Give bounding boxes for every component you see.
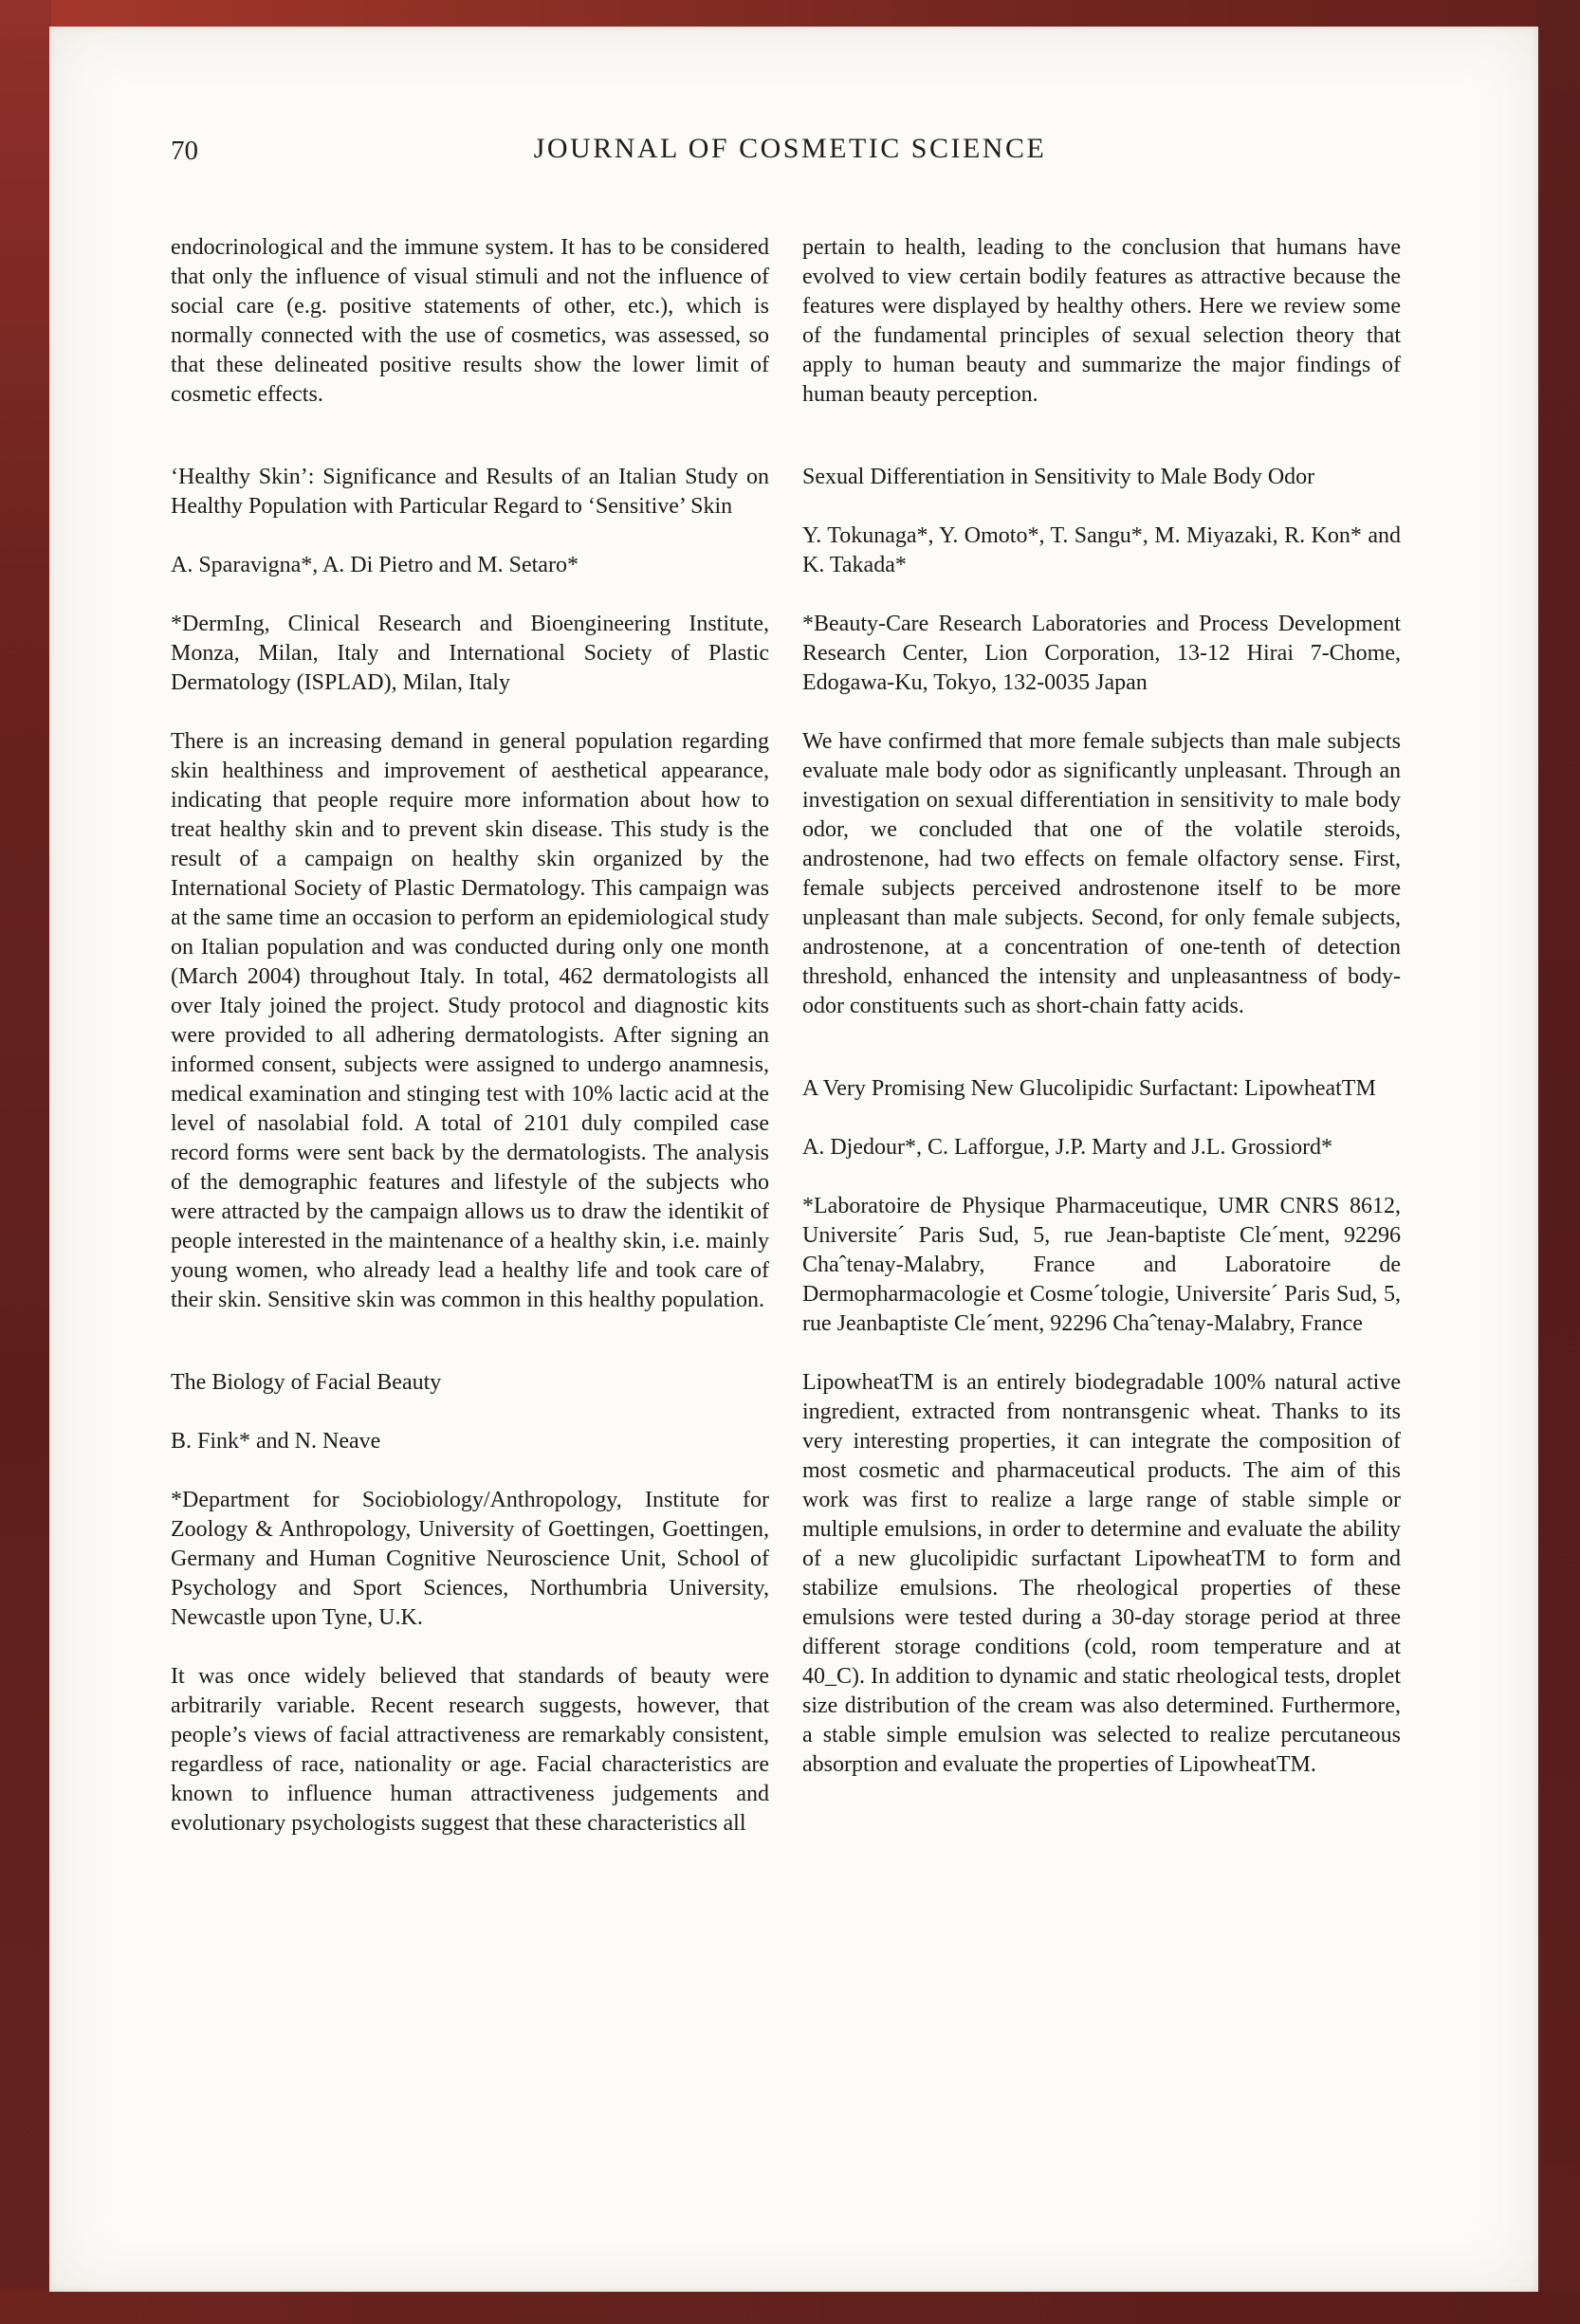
book-edge-right bbox=[1536, 0, 1580, 2324]
article-abstract-healthy-skin: There is an increasing demand in general population regarding skin healthiness and improvement of aesthetical appearance, indicating that people require more information about how to treat healthy skin and to prevent skin disease. This study is the result of a campaign on healthy skin organized by the International Society of Plastic Dermatology. This campaign was at the same time an occasion to perform an epidemiological study on Italian population and was conducted during only one month (March 2004) throughout Italy. In total, 462 dermatologists all over Italy joined the project. Study protocol and diagnostic kits were provided to all adhering dermatologists. After signing an informed consent, subjects were assigned to undergo anamnesis, medical examination and stinging test with 10% lactic acid at the level of nasolabial fold. A total of 2101 duly compiled case record forms were sent back by the dermatologists. The analysis of the demographic features and lifestyle of the subjects who were attracted by the campaign allows us to draw the identikit of people interested in the maintenance of a healthy skin, i.e. mainly young women, who already lead a healthy life and took care of their skin. Sensitive skin was common in this healthy population. bbox=[171, 729, 769, 1312]
article-affiliation-male-body-odor: *Beauty-Care Research Laboratories and Process Development Research Center, Lion Corporation, 13-12 Hirai 7-Chome, Edogawa-Ku, Tokyo, 132-0035 Japan bbox=[802, 612, 1401, 695]
right-column bbox=[802, 233, 1401, 1868]
article-affiliation-healthy-skin: *DermIng, Clinical Research and Bioengineering Institute, Monza, Milan, Italy and International Society of Plastic Dermatology (ISPLAD), Milan, Italy bbox=[171, 612, 769, 695]
article-affiliation-facial-beauty: *Department for Sociobiology/Anthropology, Institute for Zoology & Anthropology, University of Goettingen, Goettingen, Germany and Human Cognitive Neuroscience Unit, School of Psychology and Sport Sciences, Northumbria University, Newcastle upon Tyne, U.K. bbox=[171, 1488, 769, 1630]
article-authors-lipowheat: A. Djedour*, C. Lafforgue, J.P. Marty and J.L. Grossiord* bbox=[802, 1135, 1333, 1160]
scanned-page-sheet bbox=[49, 27, 1538, 2292]
article-abstract-facial-beauty: It was once widely believed that standards of beauty were arbitrarily variable. Recent research suggests, however, that people’s views of facial attractiveness are remarkably consistent, regardless of race, nationality or age. Facial characteristics are known to influence human attractiveness judgements and evolutionary psychologists suggest that these characteristics all bbox=[171, 1664, 769, 1836]
book-edge-bottom bbox=[0, 2290, 1580, 2324]
continued-paragraph: endocrinological and the immune system. It has to be considered that only the influence of visual stimuli and not the influence of social care (e.g. positive statements of other, etc.), which is normally connected with the use of cosmetics, was assessed, so that these delineated positive results show the lower limit of cosmetic effects. bbox=[171, 235, 769, 407]
article-authors-facial-beauty: B. Fink* and N. Neave bbox=[171, 1429, 381, 1454]
article-title-facial-beauty: The Biology of Facial Beauty bbox=[171, 1370, 442, 1395]
article-title-lipowheat: A Very Promising New Glucolipidic Surfactant: LipowheatTM bbox=[802, 1076, 1376, 1101]
journal-title: JOURNAL OF COSMETIC SCIENCE bbox=[533, 133, 1047, 164]
left-column bbox=[171, 233, 769, 1868]
page-number: 70 bbox=[171, 136, 198, 166]
two-column-layout bbox=[171, 233, 1409, 1868]
page-header bbox=[171, 133, 1409, 173]
book-edge-top bbox=[0, 0, 1580, 28]
article-title-male-body-odor: Sexual Differentiation in Sensitivity to Male Body Odor bbox=[802, 465, 1315, 489]
article-affiliation-lipowheat: *Laboratoire de Physique Pharmaceutique, UMR CNRS 8612, Universite´ Paris Sud, 5, rue Jean-baptiste Cle´ment, 92296 Chaˆtenay-Malabry, France and Laboratoire de Dermopharmacologie et Cosme´tologie, Universite´ Paris Sud, 5, rue Jeanbaptiste Cle´ment, 92296 Chaˆtenay-Malabry, France bbox=[802, 1194, 1401, 1336]
book-edge-left bbox=[0, 0, 51, 2324]
article-title-healthy-skin: ‘Healthy Skin’: Significance and Results of an Italian Study on Healthy Population with Particular Regard to ‘Sensitive’ Skin bbox=[171, 465, 769, 519]
article-abstract-lipowheat: LipowheatTM is an entirely biodegradable 100% natural active ingredient, extracted from nontransgenic wheat. Thanks to its very interesting properties, it can integrate the composition of most cosmetic and pharmaceutical products. The aim of this work was first to realize a large range of stable simple or multiple emulsions, in order to determine and evaluate the ability of a new glucolipidic surfactant LipowheatTM to form and stabilize emulsions. The rheological properties of these emulsions were tested during a 30-day storage period at three different storage conditions (cold, room temperature and at 40_C). In addition to dynamic and static rheological tests, droplet size distribution of the cream was also determined. Furthermore, a stable simple emulsion was selected to realize percutaneous absorption and evaluate the properties of LipowheatTM. bbox=[802, 1370, 1401, 1777]
article-authors-male-body-odor: Y. Tokunaga*, Y. Omoto*, T. Sangu*, M. Miyazaki, R. Kon* and K. Takada* bbox=[802, 523, 1401, 577]
continued-paragraph-facial-beauty: pertain to health, leading to the conclusion that humans have evolved to view certain bodily features as attractive because the features were displayed by healthy others. Here we review some of the fundamental principles of sexual selection theory that apply to human beauty and summarize the major findings of human beauty perception. bbox=[802, 235, 1401, 407]
article-abstract-male-body-odor: We have confirmed that more female subjects than male subjects evaluate male body odor as significantly unpleasant. Through an investigation on sexual differentiation in sensitivity to male body odor, we concluded that one of the volatile steroids, androstenone, had two effects on female olfactory sense. First, female subjects perceived androstenone itself to be more unpleasant than male subjects. Second, for only female subjects, androstenone, at a concentration of one-tenth of detection threshold, enhanced the intensity and unpleasantness of body-odor constituents such as short-chain fatty acids. bbox=[802, 729, 1401, 1018]
article-authors-healthy-skin: A. Sparavigna*, A. Di Pietro and M. Setaro* bbox=[171, 553, 579, 577]
